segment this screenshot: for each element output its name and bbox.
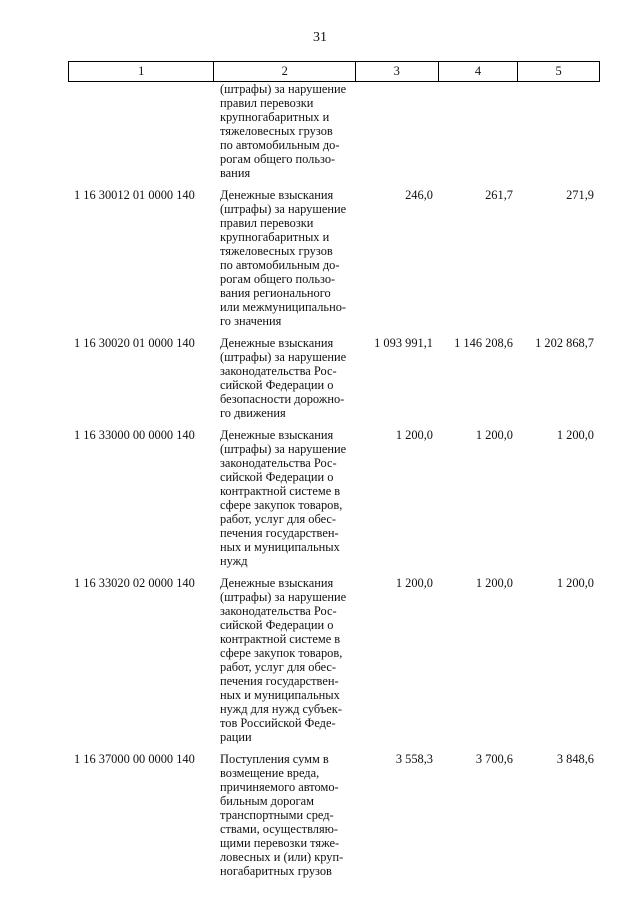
revenue-name-line: ловесных и (или) круп- [220,850,344,864]
revenue-name-line: законодательства Рос- [220,456,337,470]
revenue-name-line: возмещение вреда, [220,766,320,780]
header-col-5: 5 [555,64,562,78]
revenue-name-line: правил перевозки [220,216,314,230]
revenue-name-line: законодательства Рос- [220,604,337,618]
revenue-name-line: или межмуниципально- [220,300,347,314]
amount-col-5: 3 848,6 [556,752,594,766]
revenue-name-line: сийской Федерации о [220,378,334,392]
revenue-name-line: рогам общего пользо- [220,152,336,166]
revenue-name-line: сийской Федерации о [220,618,334,632]
revenue-name-line: работ, услуг для обес- [220,660,337,674]
revenue-name-line: безопасности дорожно- [220,392,345,406]
table-row [68,428,600,576]
revenue-name-line: го движения [220,406,286,420]
revenue-name-line: правил перевозки [220,96,314,110]
revenue-name-line: контрактной системе в [220,484,341,498]
revenue-name-line: Денежные взыскания [220,188,334,202]
amount-col-3: 3 558,3 [395,752,433,766]
amount-col-5: 271,9 [566,188,594,202]
revenue-name-line: тяжеловесных грузов [220,124,333,138]
revenue-name-line: работ, услуг для обес- [220,512,337,526]
revenue-name [214,82,356,180]
revenue-name-line: (штрафы) за нарушение [220,350,347,364]
revenue-name-line: вания регионального [220,286,331,300]
header-col-4: 4 [439,62,519,81]
page-number: 31 [313,30,327,45]
amount-col-4: 1 200,0 [475,576,513,590]
budget-code: 1 16 37000 00 0000 140 [74,752,195,766]
amount-col-3 [356,82,439,180]
amount-col-4: 261,7 [485,188,513,202]
budget-code: 1 16 33020 02 0000 140 [74,576,195,590]
amount-col-5: 1 200,0 [556,576,594,590]
revenue-name-line: причиняемого автомо- [220,780,339,794]
table-row [68,336,600,428]
revenue-name [214,428,356,568]
revenue-name-line: ных и муниципальных [220,688,340,702]
revenue-name-line: сфере закупок товаров, [220,498,343,512]
table-row [68,752,600,886]
revenue-name-line: (штрафы) за нарушение [220,202,347,216]
revenue-name-line: щими перевозки тяже- [220,836,340,850]
revenue-name-line: Денежные взыскания [220,336,334,350]
revenue-name-line: печения государствен- [220,526,339,540]
amount-col-5: 1 202 868,7 [535,336,594,350]
budget-code: 1 16 30012 01 0000 140 [74,188,195,202]
revenue-name-line: крупногабаритных и [220,230,330,244]
revenue-name [214,188,356,328]
header-col-2: 2 [214,62,355,81]
budget-code [68,82,214,180]
revenue-name-line: (штрафы) за нарушение [220,442,347,456]
revenue-name-line: рации [220,730,252,744]
table-row [68,576,600,752]
revenue-name-line: по автомобильным до- [220,138,340,152]
amount-col-3: 1 200,0 [395,428,433,442]
revenue-name-line: контрактной системе в [220,632,341,646]
revenue-name-line: (штрафы) за нарушение [220,82,347,96]
revenue-name-line: ногабаритных грузов [220,864,332,878]
revenue-name-line: го значения [220,314,282,328]
budget-code: 1 16 30020 01 0000 140 [74,336,195,350]
amount-col-5 [519,82,600,180]
revenue-name-line: Денежные взыскания [220,576,334,590]
revenue-name-line: бильным дорогам [220,794,314,808]
amount-col-3: 1 200,0 [395,576,433,590]
header-col-1: 1 [69,62,214,81]
amount-col-3: 1 093 991,1 [374,336,433,350]
revenue-name-line: ных и муниципальных [220,540,340,554]
amount-col-4: 1 200,0 [475,428,513,442]
revenue-name-line: нужд [220,554,248,568]
table-header [68,61,600,82]
revenue-name-line: по автомобильным до- [220,258,340,272]
revenue-name-line: сийской Федерации о [220,470,334,484]
header-col-3: 3 [356,62,439,81]
budget-code: 1 16 33000 00 0000 140 [74,428,195,442]
table-row [68,188,600,336]
revenue-name-line: нужд для нужд субъек- [220,702,342,716]
revenue-name-line: сфере закупок товаров, [220,646,343,660]
revenue-name [214,336,356,420]
revenue-name-line: тяжеловесных грузов [220,244,333,258]
revenue-name-line: рогам общего пользо- [220,272,336,286]
revenue-name [214,576,356,744]
amount-col-4: 1 146 208,6 [454,336,513,350]
revenue-name-line: Поступления сумм в [220,752,329,766]
revenue-name-line: Денежные взыскания [220,428,334,442]
revenue-name-line: ствами, осуществляю- [220,822,339,836]
revenue-name-line: законодательства Рос- [220,364,337,378]
revenue-name-line: тов Российской Феде- [220,716,336,730]
revenue-name-line: крупногабаритных и [220,110,330,124]
amount-col-3: 246,0 [405,188,433,202]
revenue-name-line: (штрафы) за нарушение [220,590,347,604]
revenue-name-line: транспортными сред- [220,808,334,822]
revenue-name-line: вания [220,166,251,180]
revenue-name [214,752,356,878]
table-row [68,82,600,188]
revenue-name-line: печения государствен- [220,674,339,688]
amount-col-4 [439,82,519,180]
table-body [68,82,600,886]
amount-col-4: 3 700,6 [475,752,513,766]
amount-col-5: 1 200,0 [556,428,594,442]
